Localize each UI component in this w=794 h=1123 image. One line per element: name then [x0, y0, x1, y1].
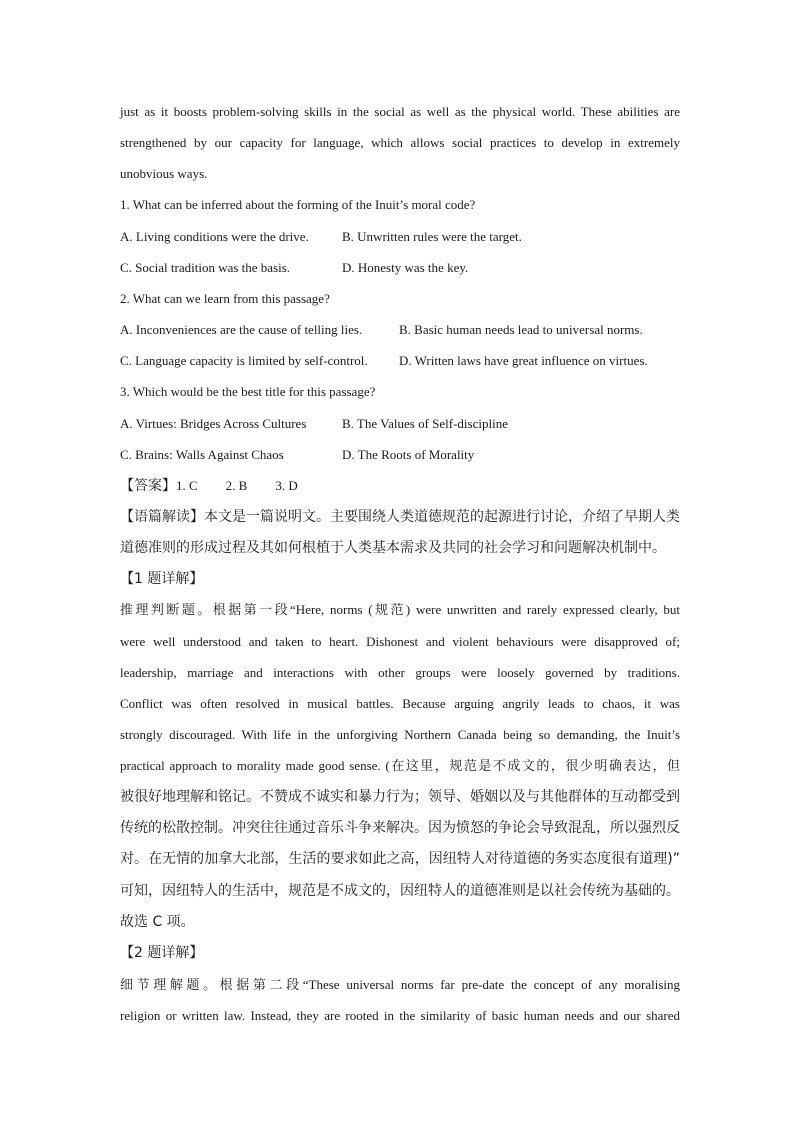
detail-line: 故选 C 项。	[120, 914, 195, 930]
interpretation-line	[120, 507, 680, 527]
answer-label: 【答案】	[120, 478, 176, 494]
passage-line: just as it boosts problem-solving skills in the social as well as the physical world. These abilities are	[120, 104, 680, 119]
interpretation-label: 【语篇解读】	[120, 509, 204, 525]
section-heading: 【2 题详解】	[120, 945, 204, 961]
answer-key	[120, 476, 680, 496]
option-c: C. Social tradition was the basis.	[120, 260, 291, 275]
answer-item: 1. C	[176, 478, 198, 493]
detail-line: 细节理解题。根据第二段“These universal norms far pre-date the concept of any moralising	[120, 977, 680, 992]
detail-line: 可知，因纽特人的生活中，规范是不成文的，因纽特人的道德准则是以社会传统为基础的。	[120, 883, 680, 899]
detail-line: were well understood and taken to heart. Dishonest and violent behaviours were disapproved of;	[120, 634, 680, 649]
option-c: C. Brains: Walls Against Chaos	[120, 447, 284, 462]
question-stem: 2. What can we learn from this passage?	[120, 291, 330, 306]
detail-line: leadership, marriage and interactions with other groups were loosely governed by traditions.	[120, 665, 680, 680]
detail-line: strongly discouraged. With life in the unforgiving Northern Canada being so demanding, the Inuit’s	[120, 727, 680, 742]
passage-line: strengthened by our capacity for language, which allows social practices to develop in extremely	[120, 135, 680, 150]
question-stem: 3. Which would be the best title for this passage?	[120, 384, 376, 399]
detail-line: 推理判断题。根据第一段“Here, norms (规范) were unwritten and rarely expressed clearly, but	[120, 602, 680, 617]
section-heading: 【1 题详解】	[120, 571, 204, 587]
detail-line: 传统的松散控制。冲突往往通过音乐斗争来解决。因为愤怒的争论会导致混乱，所以强烈反	[120, 820, 680, 836]
answer-item: 2. B	[225, 478, 248, 493]
interpretation-line: 道德准则的形成过程及其如何根植于人类基本需求及共同的社会学习和问题解决机制中。	[120, 540, 666, 556]
option-a: A. Inconveniences are the cause of telling lies.	[120, 322, 363, 337]
option-c: C. Language capacity is limited by self-control.	[120, 353, 368, 368]
option-a: A. Living conditions were the drive.	[120, 229, 309, 244]
option-b: B. Basic human needs lead to universal norms.	[399, 322, 643, 337]
detail-line: religion or written law. Instead, they are rooted in the similarity of basic human needs and our shared	[120, 1008, 680, 1023]
option-b: B. Unwritten rules were the target.	[342, 229, 522, 244]
option-d: D. The Roots of Morality	[342, 447, 475, 462]
option-a: A. Virtues: Bridges Across Cultures	[120, 416, 307, 431]
detail-line: practical approach to morality made good sense. (在这里，规范是不成文的，很少明确表达，但	[120, 758, 680, 773]
interpretation-text: 本文是一篇说明文。主要围绕人类道德规范的起源进行讨论，介绍了早期人类	[204, 509, 680, 525]
detail-line: 对。在无情的加拿大北部，生活的要求如此之高，因纽特人对待道德的务实态度很有道理)”	[120, 851, 680, 867]
option-d: D. Written laws have great influence on virtues.	[399, 353, 648, 368]
detail-line: Conflict was often resolved in musical battles. Because arguing angrily leads to chaos, it was	[120, 696, 680, 711]
option-d: D. Honesty was the key.	[342, 260, 469, 275]
passage-line: unobvious ways.	[120, 166, 208, 181]
question-stem: 1. What can be inferred about the forming of the Inuit’s moral code?	[120, 197, 476, 212]
option-b: B. The Values of Self-discipline	[342, 416, 508, 431]
answer-item: 3. D	[275, 478, 298, 493]
detail-line: 被很好地理解和铭记。不赞成不诚实和暴力行为；领导、婚姻以及与其他群体的互动都受到	[120, 789, 680, 805]
